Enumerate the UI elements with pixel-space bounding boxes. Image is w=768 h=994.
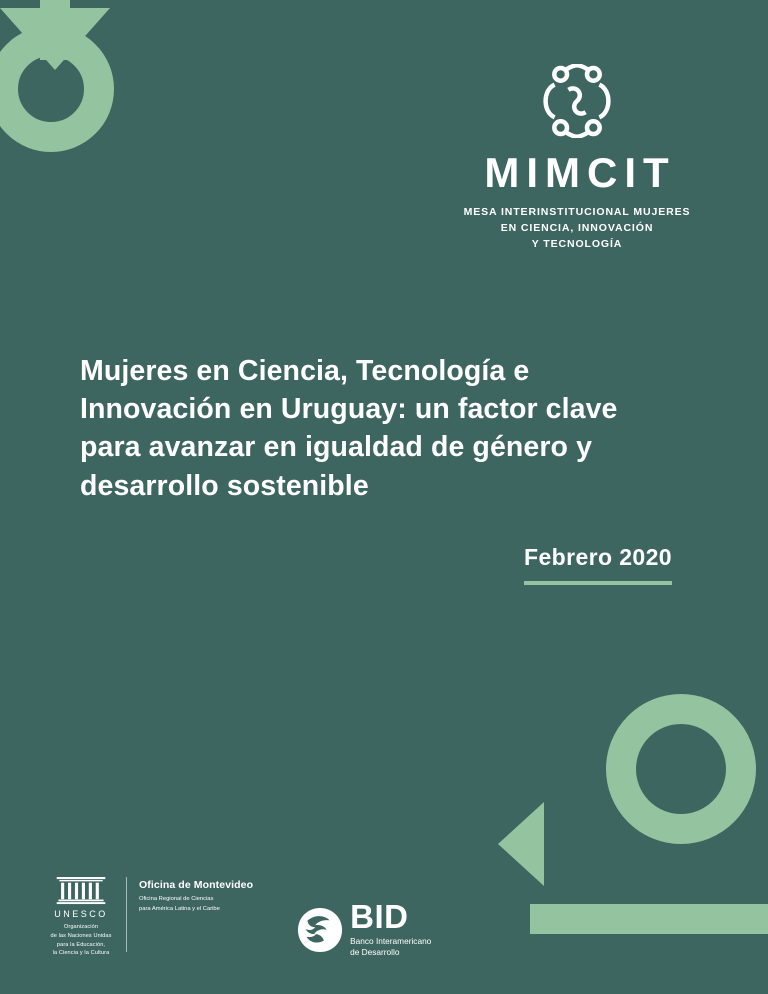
logo-divider	[126, 877, 127, 952]
unesco-tagline-line-3: para la Educación,	[56, 941, 106, 948]
unesco-office-sub-line-1: Oficina Regional de Ciencias	[139, 896, 214, 903]
bid-wordmark: BID	[350, 898, 409, 936]
bid-subtitle	[350, 936, 431, 958]
unesco-tagline-line-2: de las Naciones Unidas	[50, 933, 112, 940]
unesco-mark	[48, 873, 114, 958]
unesco-wordmark: UNESCO	[54, 909, 108, 920]
bid-subtitle-line-1: Banco Interamericano	[350, 935, 432, 946]
unesco-tagline	[48, 923, 114, 958]
unesco-office-sub	[139, 895, 253, 914]
footer-logos	[48, 873, 431, 958]
unesco-tagline-line-1: Organización	[63, 924, 99, 931]
brand-subtitle-line-3: Y TECNOLOGÍA	[531, 237, 623, 250]
mimcit-interlocking-figures-icon	[534, 64, 620, 138]
unesco-temple-icon	[55, 873, 107, 907]
bid-subtitle-line-2: de Desarrollo	[350, 946, 400, 957]
brand-subtitle-line-2: EN CIENCIA, INNOVACIÓN	[500, 221, 654, 234]
unesco-tagline-line-4: la Ciencia y la Cultura	[52, 950, 110, 957]
unesco-office-name: Oficina de Montevideo	[139, 879, 254, 892]
decorative-arrow-top-left	[0, 0, 266, 234]
bid-logo	[297, 898, 432, 958]
unesco-logo	[48, 873, 253, 958]
publication-date-text: Febrero 2020	[524, 544, 672, 570]
date-underline-rule	[524, 581, 672, 585]
bid-globe-icon	[297, 907, 343, 953]
bid-text	[350, 898, 432, 958]
mimcit-logo	[452, 64, 702, 252]
publication-date	[524, 544, 672, 585]
brand-name: MIMCIT	[484, 149, 676, 196]
brand-subtitle-line-1: MESA INTERINSTITUCIONAL MUJERES	[463, 206, 691, 218]
decorative-arrow-bottom-right	[468, 684, 768, 984]
brand-subtitle	[452, 205, 702, 252]
page-title: Mujeres en Ciencia, Tecnología e Innovación en Uruguay: un factor clave para avanzar en igualdad de género y desarrollo sostenible	[80, 355, 618, 502]
unesco-office	[139, 873, 253, 914]
unesco-office-sub-line-2: para América Latina y el Caribe	[139, 905, 220, 912]
